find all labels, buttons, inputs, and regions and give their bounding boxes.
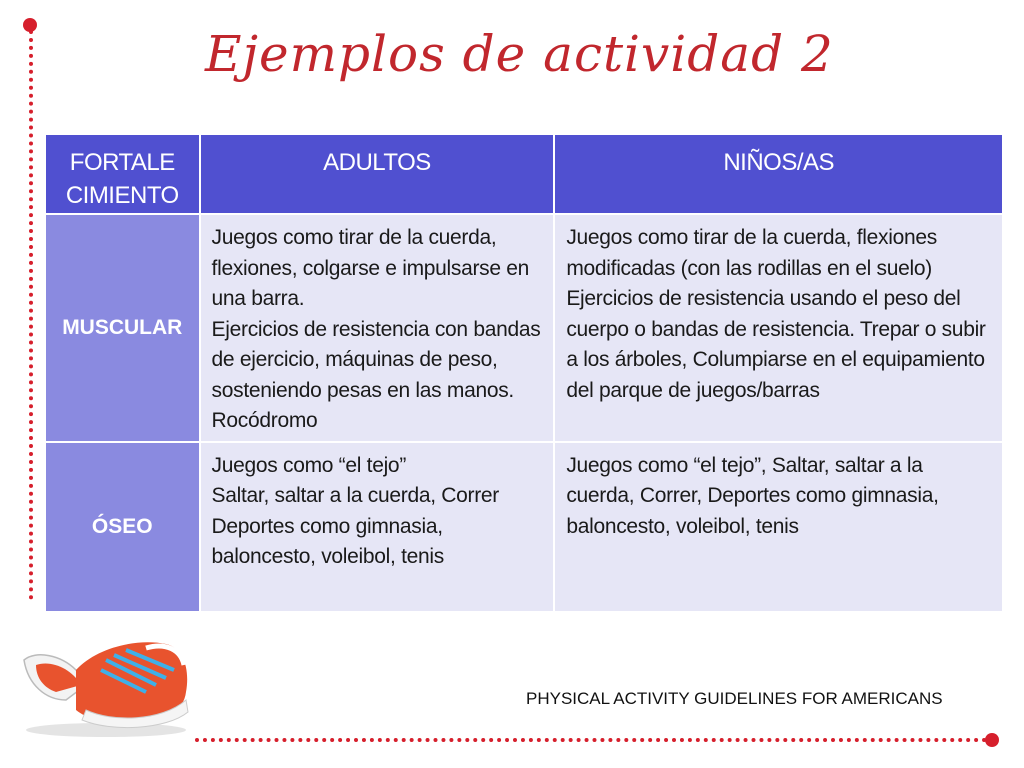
row-label-muscular: MUSCULAR	[45, 214, 200, 442]
line-end-dot-right	[985, 733, 999, 747]
cell-oseo-ninos	[554, 442, 1003, 612]
footer-source: PHYSICAL ACTIVITY GUIDELINES FOR AMERICANS	[526, 689, 943, 708]
cell-text: Juegos como tirar de la cuerda, flexiones modificadas (con las rodillas en el suelo)	[566, 226, 937, 280]
table-header-row	[45, 134, 1003, 214]
cell-text: Saltar, saltar a la cuerda, Correr	[211, 484, 499, 507]
table-row	[45, 214, 1003, 442]
cell-text: Juegos como “el tejo”	[211, 453, 407, 477]
activity-table	[44, 133, 1004, 613]
cell-muscular-adultos	[200, 214, 555, 442]
cell-muscular-ninos	[554, 214, 1003, 442]
header-fortalecimiento	[45, 134, 200, 214]
cell-text: Deportes como gimnasia, baloncesto, voleibol, tenis	[211, 514, 444, 568]
cell-oseo-adultos	[200, 442, 555, 612]
row-label-oseo: ÓSEO	[45, 442, 200, 612]
cell-text: Ejercicios de resistencia usando el peso del cuerpo o bandas de resistencia. Trepar o subir a los árboles, Columpiarse en el equipamiento del parque de juegos/barras	[566, 287, 986, 402]
cell-text: Juegos como tirar de la cuerda, flexiones, colgarse e impulsarse en una barra.	[211, 226, 530, 310]
vertical-dotted-divider	[29, 30, 33, 600]
cell-text: Ejercicios de resistencia con bandas de ejercicio, máquinas de peso, sosteniendo pesas en las manos. Rocódromo	[211, 317, 541, 432]
header-ninos-label: NIÑOS/AS	[723, 149, 835, 176]
cell-text: Juegos como “el tejo”, Saltar, saltar a la cuerda, Correr, Deportes como gimnasia, baloncesto, voleibol, tenis	[566, 453, 939, 538]
header-adultos-label: ADULTOS	[323, 149, 431, 176]
slide-title: Ejemplos de actividad 2	[205, 25, 834, 83]
horizontal-dotted-divider	[195, 738, 995, 742]
sneaker-icon	[16, 630, 196, 740]
header-ninos	[554, 134, 1003, 214]
table-row	[45, 442, 1003, 612]
header-fortalecimiento-label: FORTALE CIMIENTO	[65, 149, 179, 209]
header-adultos	[200, 134, 555, 214]
